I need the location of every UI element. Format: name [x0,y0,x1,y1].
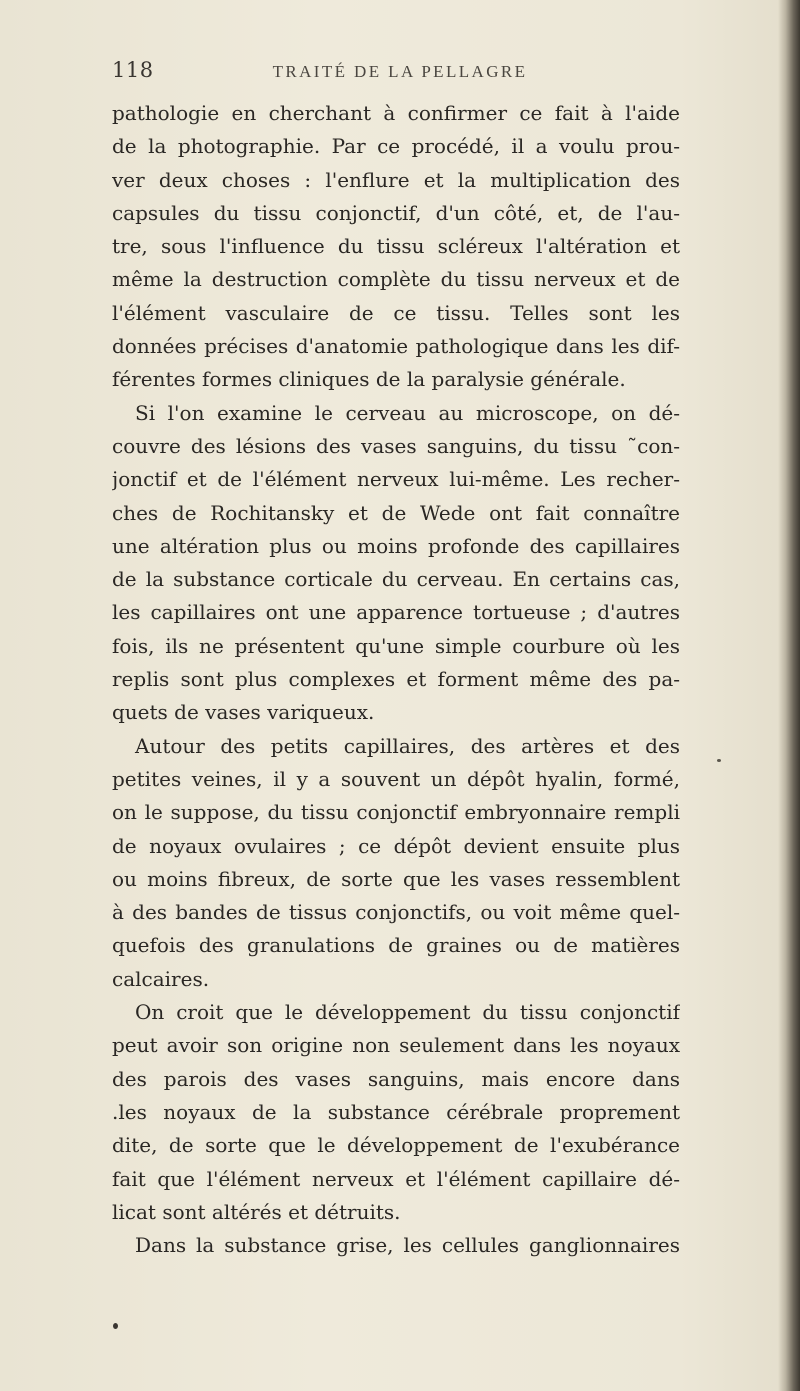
page-edge-shadow [778,0,800,1391]
text-line: ou moins fibreux, de sorte que les vases ressemblent [112,866,680,891]
text-line: de noyaux ovulaires ; ce dépôt devient ensuite plus [112,833,680,858]
text-line: replis sont plus complexes et forment même des pa- [112,667,680,692]
text-line: .les noyaux de la substance cérébrale proprement [112,1099,680,1124]
text-line: de la photographie. Par ce procédé, il a voulu prou- [112,134,680,159]
text-line: on le suppose, du tissu conjonctif embryonnaire rempli [112,800,680,825]
text-line: capsules du tissu conjonctif, d'un côté, et, de l'au- [112,200,680,225]
text-line: à des bandes de tissus conjonctifs, ou voit même quel- [112,900,680,925]
text-line: Autour des petits capillaires, des artères et des [135,733,680,758]
text-line: On croit que le développement du tissu conjonctif [135,1000,680,1025]
running-title: TRAITÉ DE LA PELLAGRE [272,62,528,81]
text-line: pathologie en cherchant à confirmer ce fait à l'aide [112,101,680,125]
text-line: une altération plus ou moins profonde des capillaires [112,533,680,558]
text-line: ches de Rochitansky et de Wede ont fait connaître [112,500,680,525]
text-line: même la destruction complète du tissu nerveux et de [112,267,680,292]
text-line: tre, sous l'influence du tissu scléreux l'altération et [112,234,680,259]
text-line: Si l'on examine le cerveau au microscope, on dé- [135,400,680,425]
page-number: 118 [112,58,154,82]
text-line: petites veines, il y a souvent un dépôt hyalin, formé, [112,766,680,791]
text-line: peut avoir son origine non seulement dans les noyaux [112,1033,680,1058]
text-line: dite, de sorte que le développement de l'exubérance [112,1133,680,1158]
ink-speck [717,759,721,762]
body-text [112,97,680,1262]
text-line: l'élément vasculaire de ce tissu. Telles sont les [112,300,680,325]
text-line: quefois des granulations de graines ou de matières [112,933,680,958]
ink-dot [113,1323,118,1329]
page-header [0,58,800,88]
text-line: données précises d'anatomie pathologique dans les dif- [112,334,680,359]
text-line: fois, ils ne présentent qu'une simple courbure où les [112,633,680,658]
text-line: les capillaires ont une apparence tortueuse ; d'autres [112,600,680,625]
text-line: de la substance corticale du cerveau. En certains cas, [112,567,680,592]
text-line: des parois des vases sanguins, mais encore dans [112,1066,680,1091]
text-line: couvre des lésions des vases sanguins, du tissu ˜con- [112,433,680,458]
text-line: Dans la substance grise, les cellules ganglionnaires [135,1233,680,1258]
text-line: licat sont altérés et détruits. [112,1199,401,1224]
text-line: calcaires. [112,966,210,991]
text-line: férentes formes cliniques de la paralysie générale. [112,367,626,392]
text-line: fait que l'élément nerveux et l'élément capillaire dé- [112,1166,680,1191]
text-line: jonctif et de l'élément nerveux lui-même. Les recher- [112,467,680,492]
text-line: ver deux choses : l'enflure et la multiplication des [112,167,680,192]
text-line: quets de vases variqueux. [112,700,375,725]
